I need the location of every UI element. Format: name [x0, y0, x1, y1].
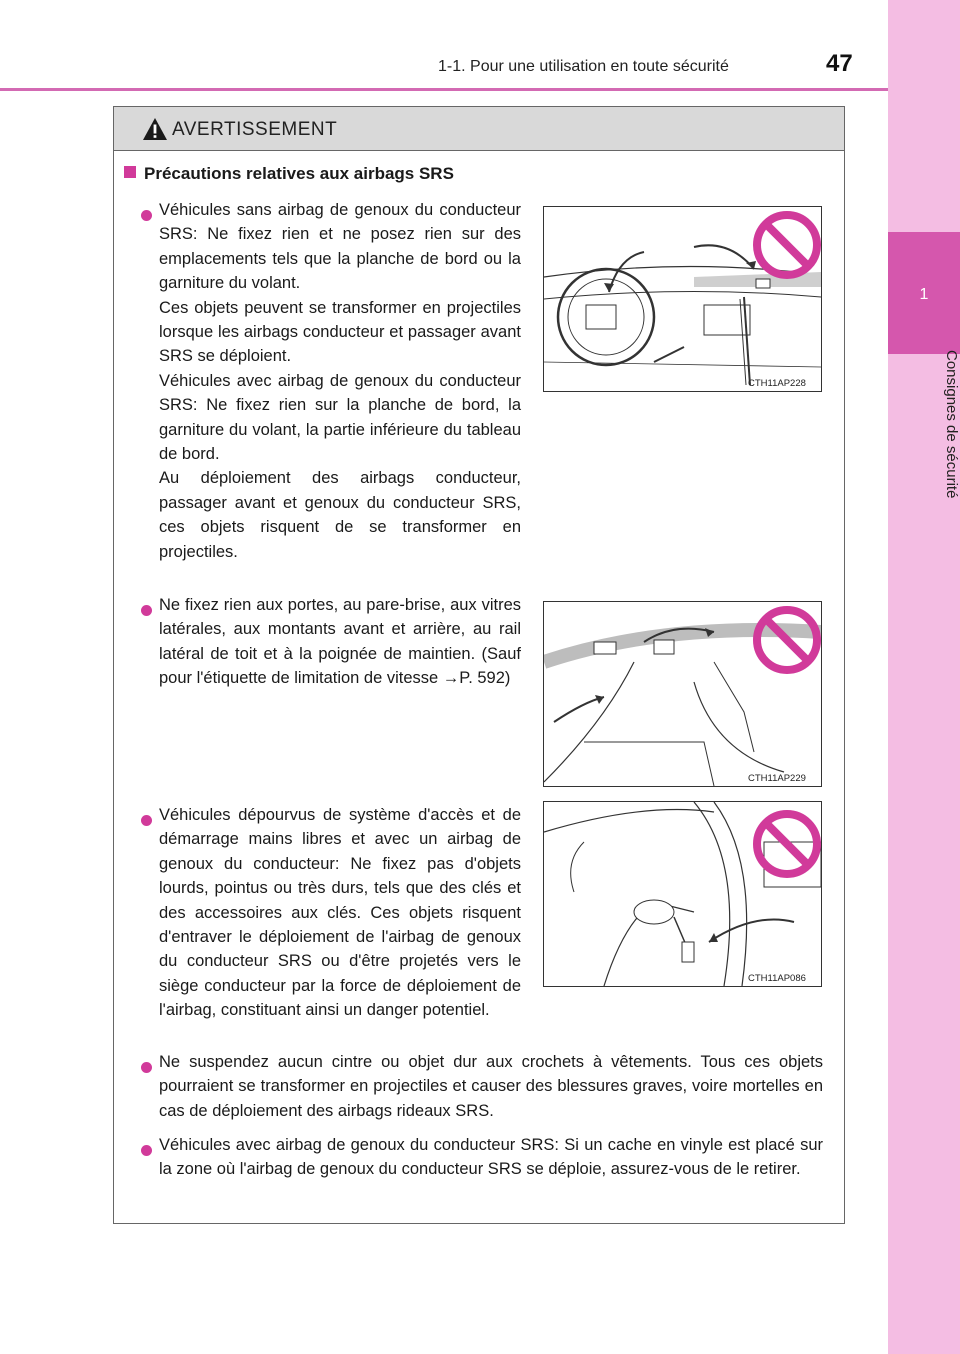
prohibition-icon [752, 210, 822, 280]
figure-code: CTH11AP229 [748, 773, 806, 784]
paragraph: Ces objets peuvent se transformer en projectiles lorsque les airbags conducteur et passager avant SRS se déploient. [159, 298, 521, 366]
paragraph: Véhicules dépourvus de système d'accès et de démarrage mains libres et avec un airbag de genoux du conducteur: Ne fixez pas d'objets lourds, pointus ou très durs, tels que des clés et des accessoires aux clés. Ces objets risquent d'entraver le déploiement de l'airbag de genoux du conducteur SRS ou d'être projetés vers le siège conducteur par la force de déploiement de l'airbag, constituant ainsi un danger potentiel. [159, 806, 521, 1020]
warning-item-5 [159, 1133, 823, 1182]
warning-item-4 [159, 1050, 823, 1123]
warning-label: AVERTISSEMENT [172, 119, 338, 140]
warning-triangle-icon [142, 117, 168, 141]
paragraph: Ne fixez rien aux portes, au pare-brise, aux vitres latérales, aux montants avant et arrière, au rail latéral de toit et à la poignée de maintien. (Sauf pour l'étiquette de limitation de vitesse →P. 592) [159, 596, 521, 688]
paragraph: Au déploiement des airbags conducteur, passager avant et genoux du conducteur SRS, ces objets risquent de se transformer en projectiles. [159, 469, 521, 561]
section-heading-text: Précautions relatives aux airbags SRS [144, 164, 454, 183]
page-number: 47 [826, 50, 853, 77]
chapter-side-tab [888, 0, 960, 1354]
chapter-number: 1 [919, 286, 929, 303]
prohibition-icon [752, 605, 822, 675]
paragraph: Véhicules avec airbag de genoux du conducteur SRS: Ne fixez rien sur la planche de bord, la garniture du volant, la partie inférieure du tableau de bord. [159, 371, 521, 464]
header-divider [0, 88, 888, 91]
figure-code: CTH11AP086 [748, 973, 806, 984]
prohibition-icon [752, 809, 822, 879]
bullet-icon [141, 1062, 152, 1073]
warning-item-3 [159, 803, 521, 1023]
paragraph: Véhicules avec airbag de genoux du conducteur SRS: Si un cache en vinyle est placé sur la zone où l'airbag de genoux du conducteur SRS se déploie, assurez-vous de le retirer. [159, 1136, 823, 1179]
chapter-title-vertical [888, 350, 960, 550]
warning-item-1 [159, 198, 521, 564]
bullet-icon [141, 210, 152, 221]
bullet-icon [141, 815, 152, 826]
warning-header [114, 107, 844, 151]
chapter-title: Consignes de sécurité [943, 350, 960, 499]
warning-item-2 [159, 593, 521, 691]
figure-code: CTH11AP228 [748, 378, 806, 389]
section-square-icon [124, 166, 136, 178]
paragraph: Véhicules sans airbag de genoux du conducteur SRS: Ne fixez rien et ne posez rien sur des emplacements tels que la planche de bord ou la garniture du volant. [159, 201, 521, 293]
running-header-section-title: 1-1. Pour une utilisation en toute sécurité [438, 58, 729, 75]
paragraph: Ne suspendez aucun cintre ou objet dur aux crochets à vêtements. Tous ces objets pourraient se transformer en projectiles et causer des blessures graves, voire mortelles en cas de déploiement des airbags rideaux SRS. [159, 1053, 823, 1120]
bullet-icon [141, 1145, 152, 1156]
section-heading [124, 164, 454, 184]
bullet-icon [141, 605, 152, 616]
